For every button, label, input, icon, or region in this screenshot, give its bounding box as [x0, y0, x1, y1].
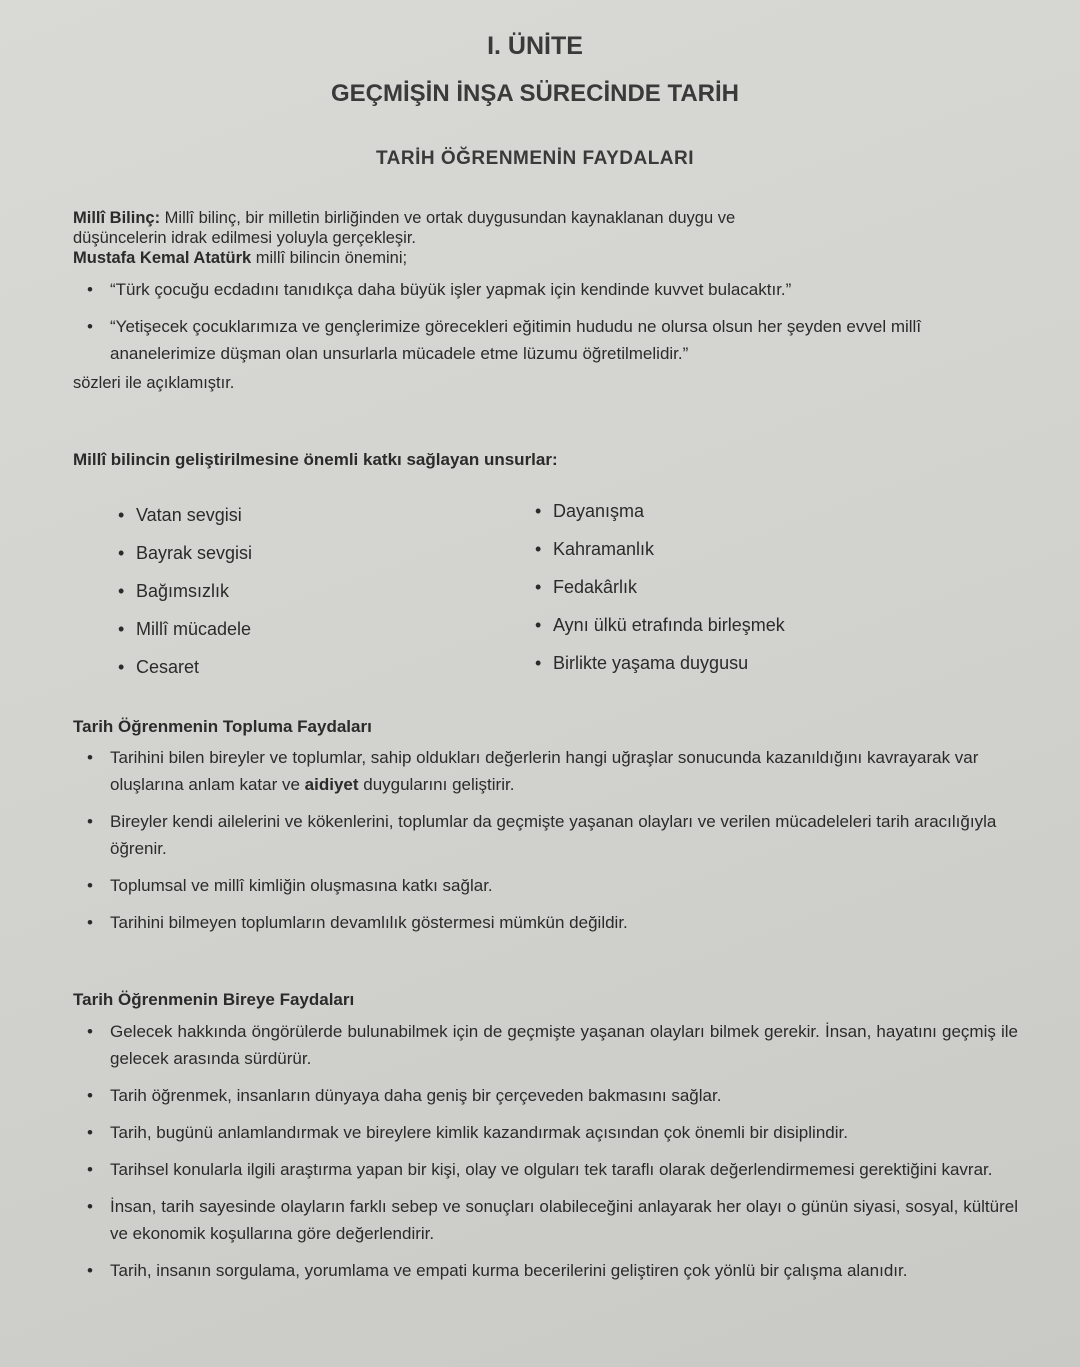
quote-item: [73, 313, 973, 367]
term: Millî Bilinç:: [73, 209, 161, 227]
item-text: Tarihini bilen bireyler ve toplumlar, sahip oldukları değerlerin hangi uğraşlar sonucunda kazanıldığını kavrayarak var oluşlarına anlam katar ve: [110, 748, 979, 794]
quote-item: [73, 276, 973, 303]
list-item: [118, 610, 252, 648]
bullet-icon: •: [535, 501, 542, 521]
list-item: [73, 1193, 1018, 1247]
ataturk-name: Mustafa Kemal Atatürk: [73, 249, 252, 267]
quote-list: [73, 276, 973, 367]
topluma-list: [73, 744, 1013, 946]
list-item: [73, 1082, 1018, 1109]
list-item: [535, 568, 785, 606]
item-text: Tarih öğrenmek, insanların dünyaya daha geniş bir çerçeveden bakmasını sağlar.: [110, 1086, 722, 1105]
bullet-icon: •: [535, 577, 542, 597]
bireye-list: [73, 1018, 1018, 1294]
item-text: Tarihsel konularla ilgili araştırma yapan bir kişi, olay ve olguları tek taraflı olarak değerlendirmemesi gerektiğini kavrar.: [110, 1160, 993, 1179]
bullet-icon: •: [87, 913, 93, 932]
list-item: [118, 572, 252, 610]
definition: Millî bilinç, bir milletin birliğinden ve ortak duygusundan kaynaklanan duygu ve: [160, 209, 736, 227]
list-item: [73, 808, 1013, 862]
list-item: [535, 530, 785, 568]
section-title: TARİH ÖĞRENMENİN FAYDALARI: [375, 148, 695, 169]
list-item: [73, 909, 1013, 936]
list-item: [73, 1257, 1018, 1284]
bullet-icon: •: [118, 657, 125, 677]
chapter-title: GEÇMİŞİN İNŞA SÜRECİNDE TARİH: [330, 80, 740, 107]
bullet-icon: •: [87, 812, 93, 831]
item-text: Aynı ülkü etrafında birleşmek: [553, 615, 785, 635]
item-text: Cesaret: [136, 657, 200, 677]
item-text: İnsan, tarih sayesinde olayların farklı sebep ve sonuçları olabileceğini anlayarak her olayı o günün siyasi, sosyal, kültürel ve ekonomik koşullarına göre değerlendirir.: [110, 1197, 1018, 1243]
bullet-icon: •: [87, 280, 93, 299]
list-item: [535, 606, 785, 644]
item-text: Tarihini bilmeyen toplumların devamlılık göstermesi mümkün değildir.: [110, 913, 628, 932]
list-item: [118, 648, 252, 686]
unsurlar-left: [118, 496, 252, 686]
definition-cont: düşüncelerin idrak edilmesi yoluyla gerçekleşir.: [73, 229, 416, 247]
bullet-icon: •: [87, 1086, 93, 1105]
item-text: Kahramanlık: [553, 539, 655, 559]
item-text: Fedakârlık: [553, 577, 638, 597]
list-item: [73, 1156, 1018, 1183]
item-text: Bayrak sevgisi: [136, 543, 253, 563]
unsurlar-heading: Millî bilincin geliştirilmesine önemli katkı sağlayan unsurlar:: [73, 450, 558, 469]
list-item: [73, 1119, 1018, 1146]
unit-title: I. ÜNİTE: [487, 32, 583, 60]
list-item: [73, 872, 1013, 899]
list-item: [535, 644, 785, 682]
item-text: Gelecek hakkında öngörülerde bulunabilmek için de geçmişte yaşanan olayları bilmek gerekir. İnsan, hayatını geçmiş ile gelecek arasında sürdürür.: [110, 1022, 1018, 1068]
closing: sözleri ile açıklamıştır.: [73, 374, 235, 392]
item-bold: aidiyet: [304, 775, 359, 794]
item-text: Tarih, bugünü anlamlandırmak ve bireylere kimlik kazandırmak açısından çok önemli bir disiplindir.: [110, 1123, 848, 1142]
bullet-icon: •: [87, 748, 93, 767]
item-text: Tarih, insanın sorgulama, yorumlama ve empati kurma becerilerini geliştiren çok yönlü bir çalışma alanıdır.: [110, 1261, 908, 1280]
item-text: Bağımsızlık: [136, 581, 230, 601]
item-text: Millî mücadele: [136, 619, 252, 639]
item-text: Vatan sevgisi: [136, 505, 242, 525]
bullet-icon: •: [118, 543, 125, 563]
bullet-icon: •: [87, 1261, 93, 1280]
bireye-heading: Tarih Öğrenmenin Bireye Faydaları: [73, 990, 355, 1009]
bullet-icon: •: [535, 539, 542, 559]
milli-bilinc-section: [73, 208, 1023, 393]
bullet-icon: •: [118, 505, 125, 525]
quote-text: “Yetişecek çocuklarımıza ve gençlerimize görecekleri eğitimin hududu ne olursa olsun her şeyden evvel millî ananelerimize düşman olan unsurlarla mücadele etme lüzumu öğretilmelidir.”: [110, 317, 922, 363]
item-text: duygularını geliştirir.: [358, 775, 515, 794]
item-text: Dayanışma: [553, 501, 645, 521]
list-item: [73, 1018, 1018, 1072]
bullet-icon: •: [87, 317, 93, 336]
bullet-icon: •: [87, 1022, 93, 1041]
item-text: Bireyler kendi ailelerini ve kökenlerini, toplumlar da geçmişte yaşanan olayları ve verilen mücadeleleri tarih aracılığıyla öğrenir.: [110, 812, 997, 858]
list-item: [535, 492, 785, 530]
ataturk-rest: millî bilincin önemini;: [251, 249, 408, 267]
bullet-icon: •: [535, 615, 542, 635]
bullet-icon: •: [535, 653, 542, 673]
quote-text: “Türk çocuğu ecdadını tanıdıkça daha büyük işler yapmak için kendinde kuvvet bulacaktır.”: [110, 280, 792, 299]
bullet-icon: •: [87, 1160, 93, 1179]
bullet-icon: •: [118, 581, 125, 601]
topluma-heading: Tarih Öğrenmenin Topluma Faydaları: [73, 717, 372, 736]
item-text: Birlikte yaşama duygusu: [553, 653, 749, 673]
bullet-icon: •: [87, 1123, 93, 1142]
item-text: Toplumsal ve millî kimliğin oluşmasına katkı sağlar.: [110, 876, 493, 895]
bullet-icon: •: [87, 876, 93, 895]
list-item: [118, 496, 252, 534]
bullet-icon: •: [87, 1197, 93, 1216]
list-item: [73, 744, 1013, 798]
list-item: [118, 534, 252, 572]
unsurlar-right: [535, 492, 785, 682]
bullet-icon: •: [118, 619, 125, 639]
